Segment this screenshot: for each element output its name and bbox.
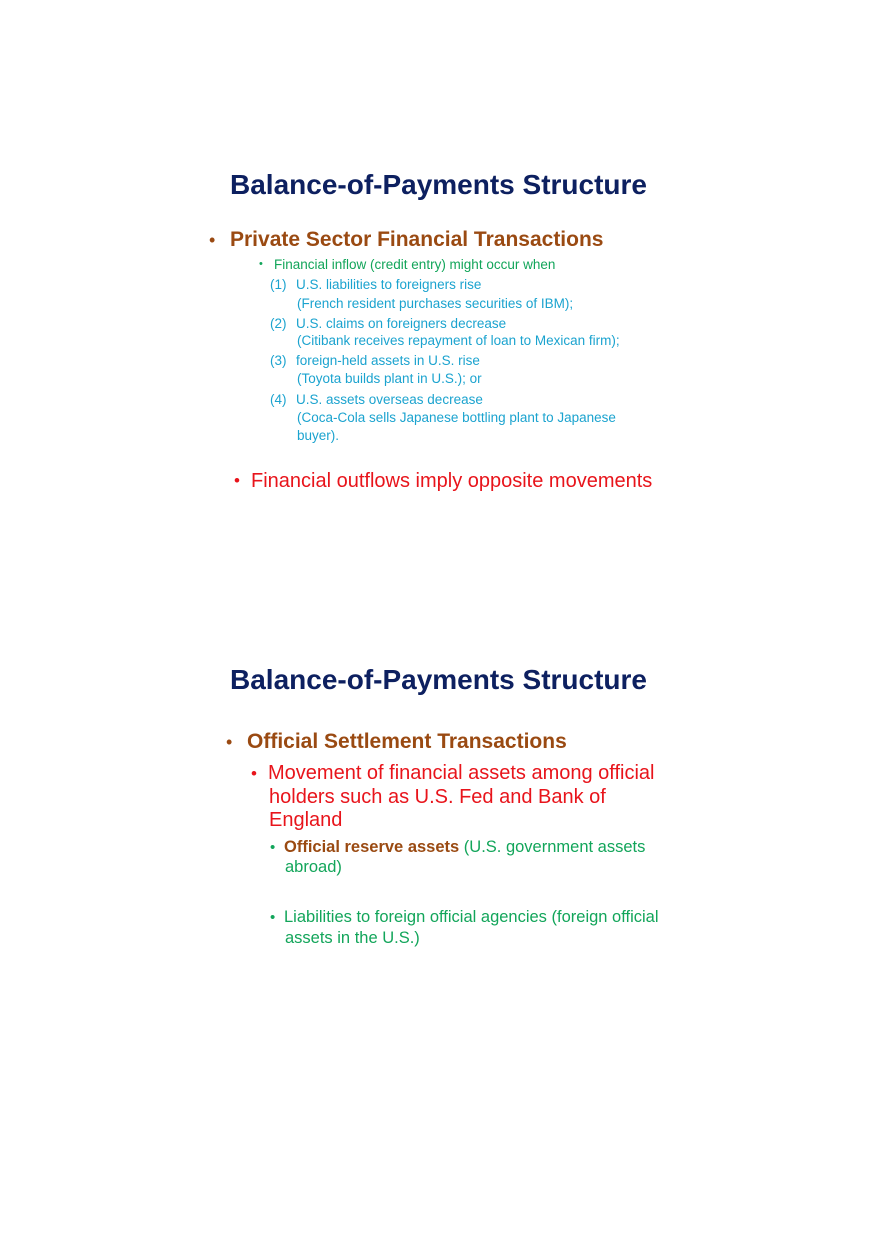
item-line: U.S. liabilities to foreigners rise [296, 277, 482, 292]
bullet-icon: • [251, 764, 257, 783]
item-number: (1) [270, 277, 287, 292]
item-example-cont: buyer). [297, 428, 340, 443]
reserve-assets-label: Official reserve assets [284, 838, 460, 856]
financial-inflow-text: Financial inflow (credit entry) might occur when [274, 257, 556, 272]
slide-1-title: Balance-of-Payments Structure [230, 169, 648, 200]
slide-2-title: Balance-of-Payments Structure [230, 664, 648, 695]
bullet-icon: • [270, 909, 276, 926]
item-example: (Citibank receives repayment of loan to Mexican firm); [297, 333, 620, 348]
item-example: (Coca-Cola sells Japanese bottling plant to Japanese [297, 410, 616, 425]
movement-text-line3: England [269, 809, 343, 831]
item-line: U.S. assets overseas decrease [296, 392, 483, 407]
financial-outflows-text: Financial outflows imply opposite movements [251, 470, 653, 492]
reserve-assets-desc: (U.S. government assets [459, 838, 646, 856]
reserve-assets-line [284, 838, 645, 857]
item-number: (2) [270, 316, 287, 331]
movement-text-line1: Movement of financial assets among official [268, 762, 655, 784]
official-settlement-heading: Official Settlement Transactions [247, 730, 567, 753]
bullet-icon: • [226, 732, 233, 752]
item-number: (4) [270, 392, 287, 407]
bullet-icon: • [259, 258, 263, 270]
bullet-icon: • [234, 471, 240, 490]
reserve-assets-desc-cont: abroad) [285, 858, 342, 876]
bullet-icon: • [209, 230, 216, 250]
item-line: U.S. claims on foreigners decrease [296, 316, 507, 331]
item-example: (Toyota builds plant in U.S.); or [297, 371, 482, 386]
liabilities-text-line1: Liabilities to foreign official agencies (foreign official [284, 908, 659, 926]
private-sector-heading: Private Sector Financial Transactions [230, 228, 604, 251]
bullet-icon: • [270, 839, 276, 856]
item-example: (French resident purchases securities of IBM); [297, 296, 574, 311]
movement-text-line2: holders such as U.S. Fed and Bank of [269, 786, 606, 808]
item-line: foreign-held assets in U.S. rise [296, 353, 480, 368]
item-number: (3) [270, 353, 287, 368]
liabilities-text-line2: assets in the U.S.) [285, 929, 420, 947]
